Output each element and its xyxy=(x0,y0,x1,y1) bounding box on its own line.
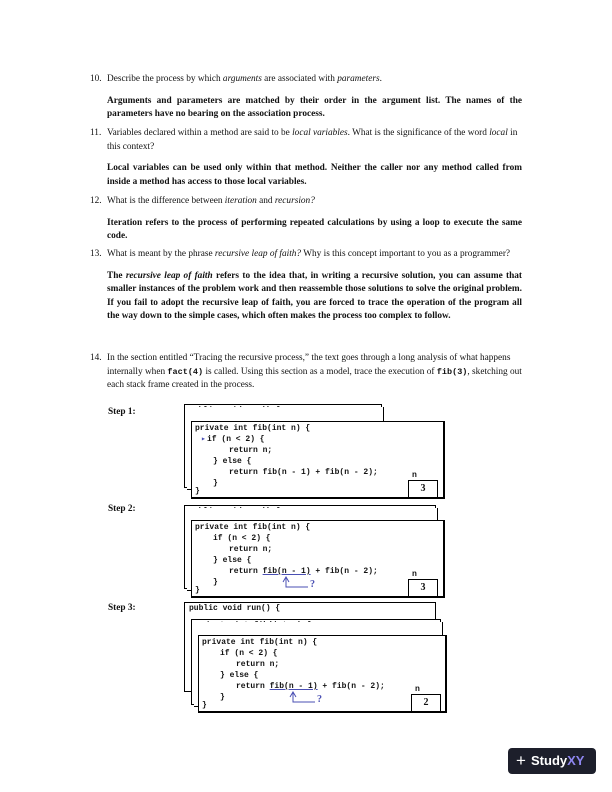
italic-term: local variables xyxy=(292,128,348,138)
italic-term: arguments xyxy=(222,74,262,84)
text-run: refers to the idea that, in writing a recursive solution, you can assume that smaller instances of the problem work and then reassemble those solutions to solve the original problem. If you fail to adopt the recursive leap of faith, you are forced to trace the operation of the program all the way down to the simple cases, which often makes the process too complex to follow. xyxy=(107,270,523,321)
text-run: , sketching out each stack frame created in the process. xyxy=(107,366,522,390)
code-if: if (n < 2) { xyxy=(213,534,271,543)
code-return-n: return n; xyxy=(236,660,280,669)
plus-icon: + xyxy=(516,751,526,770)
code-if: if (n < 2) { xyxy=(207,435,265,444)
text-run: Arguments and parameters are matched by their order in the argument list. The names of the parameters have no bearing on the association process. xyxy=(107,95,522,119)
fib-frame xyxy=(191,421,445,499)
text-run: Describe the process by which xyxy=(107,74,223,84)
code-close-outer: } xyxy=(195,586,200,595)
step-3-label: Step 3: xyxy=(108,603,136,613)
text-run: . xyxy=(379,74,382,84)
n-value-box: 3 xyxy=(408,480,438,498)
fib-header: private int fib(int n) { xyxy=(195,424,311,433)
text-run: In the section entitled “Tracing the recursive process,” the text goes through a long analysis of what happens internally when xyxy=(107,353,511,377)
code-return-n: return n; xyxy=(229,446,273,455)
text-run: What is the difference between xyxy=(107,196,225,206)
code-close-inner: } xyxy=(220,693,225,702)
italic-term: recursive leap of faith? xyxy=(214,249,302,259)
answer-text xyxy=(107,270,522,324)
code-else: } else { xyxy=(220,671,259,680)
question-mark: ? xyxy=(310,579,315,590)
text-run: Local variables can be used only within that method. Neither the caller nor any method called from inside a method has access to those local variables. xyxy=(107,163,522,187)
question-number: 14. xyxy=(90,353,102,363)
italic-term: iteration xyxy=(224,196,257,206)
studyxy-logo xyxy=(508,748,596,774)
text-run: and xyxy=(256,196,275,206)
code-return-fib: return fib(n - 1) + fib(n - 2); xyxy=(229,468,378,477)
text-run: Variables declared within a method are said to be xyxy=(107,128,293,138)
text-run: What is meant by the phrase xyxy=(107,249,215,259)
text-run: Iteration refers to the process of performing repeated calculations by using a loop to execute the same code. xyxy=(107,217,522,241)
text-run: in this context? xyxy=(107,128,518,152)
italic-term: parameters xyxy=(337,74,380,84)
n-label: n xyxy=(412,470,417,479)
code-close-outer: } xyxy=(202,701,207,710)
question-text xyxy=(107,127,522,154)
question-mark: ? xyxy=(317,694,322,705)
question-text xyxy=(107,73,522,87)
question-text xyxy=(107,195,522,209)
text-run: is called. Using this section as a model, trace the execution of xyxy=(203,366,437,377)
fib-frame-inner xyxy=(198,635,447,713)
question-number: 10. xyxy=(90,74,102,84)
italic-term: recursive leap of faith xyxy=(125,270,213,281)
code-term: fact(4) xyxy=(167,366,204,377)
text-run: are associated with xyxy=(261,74,338,84)
answer-text xyxy=(107,95,522,122)
fib-frame xyxy=(191,520,445,598)
n-label: n xyxy=(412,569,417,578)
pointer-icon: ▸ xyxy=(201,435,206,444)
question-number: 11. xyxy=(90,128,102,138)
code-term: fib(3) xyxy=(436,366,468,377)
fib-header: private int fib(int n) { xyxy=(195,523,311,532)
n-value-box: 2 xyxy=(411,694,441,712)
step-2-label: Step 2: xyxy=(108,504,136,514)
question-14 xyxy=(90,352,522,393)
question-12 xyxy=(90,195,522,244)
question-text xyxy=(107,248,522,262)
code-close-inner: } xyxy=(213,479,218,488)
code-return-fib: return fib(n - 1) + fib(n - 2); xyxy=(236,682,385,691)
question-10 xyxy=(90,73,522,122)
question-13 xyxy=(90,248,522,324)
question-number: 13. xyxy=(90,249,102,259)
code-close-outer: } xyxy=(195,487,200,496)
question-text xyxy=(107,352,522,393)
text-run: . What is the significance of the word xyxy=(347,128,490,138)
code-return-fib: return fib(n - 1) + fib(n - 2); xyxy=(229,567,378,576)
code-if: if (n < 2) { xyxy=(220,649,278,658)
answer-text xyxy=(107,217,522,244)
answer-text xyxy=(107,162,522,189)
question-11 xyxy=(90,127,522,189)
text-run: Why is this concept important to you as a programmer? xyxy=(301,249,511,259)
n-value-box: 3 xyxy=(408,579,438,597)
text-run: The xyxy=(107,270,126,281)
code-close-inner: } xyxy=(213,578,218,587)
step-1-label: Step 1: xyxy=(108,407,136,417)
code-else: } else { xyxy=(213,556,252,565)
logo-text: StudyXY xyxy=(531,753,585,768)
question-number: 12. xyxy=(90,196,102,206)
n-label: n xyxy=(415,684,420,693)
run-header: public void run() { xyxy=(189,604,281,613)
code-else: } else { xyxy=(213,457,252,466)
fib-header: private int fib(int n) { xyxy=(202,638,318,647)
code-return-n: return n; xyxy=(229,545,273,554)
italic-term: recursion? xyxy=(274,196,315,206)
italic-term: local xyxy=(489,128,508,138)
